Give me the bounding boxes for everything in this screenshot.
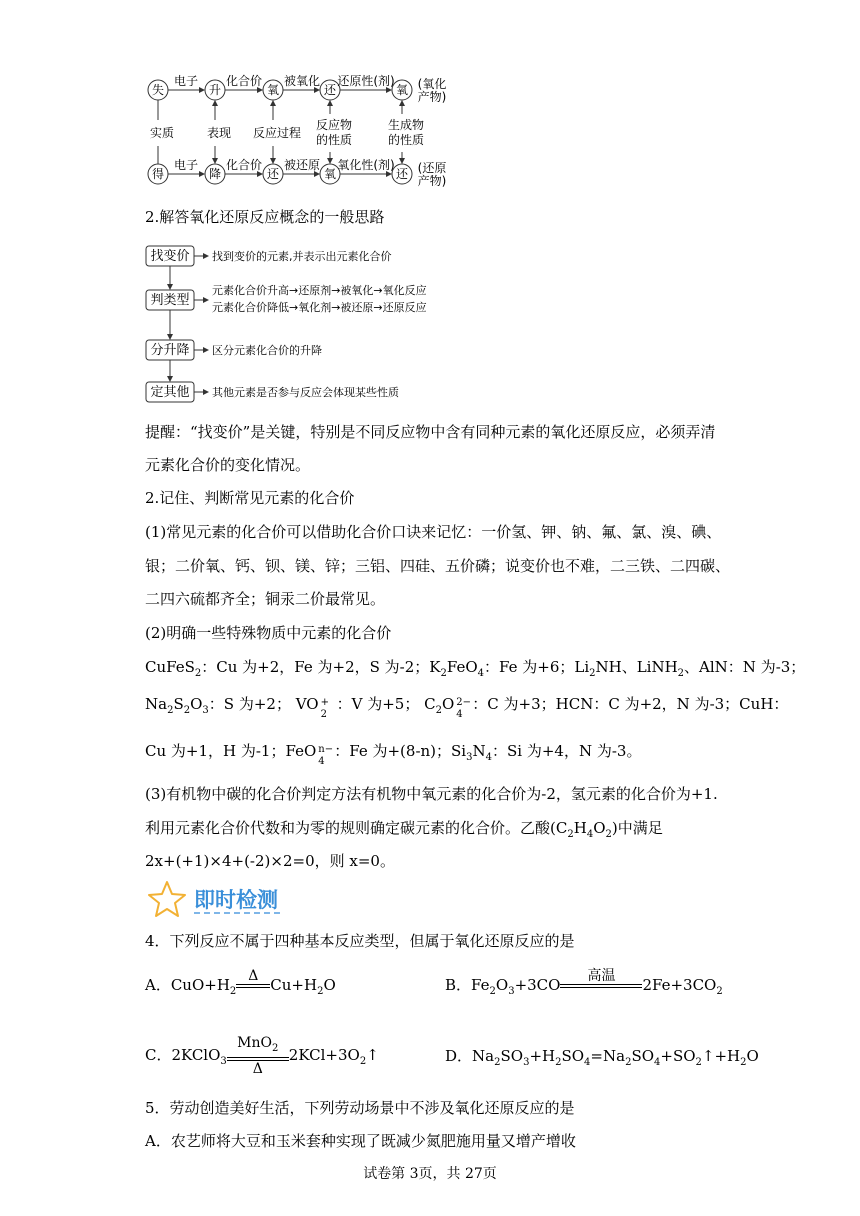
- edge-top-1: 电子: [173, 74, 199, 88]
- page-footer: 试卷第 3页，共 27页: [363, 1166, 497, 1182]
- edge-bottom-4: 氧化性(剂): [337, 158, 395, 172]
- section-title-thinking: 2.解答氧化还原反应概念的一般思路: [145, 208, 385, 226]
- step-text-2b: 元素化合价降低→氧化剂→被还原→还原反应: [212, 301, 427, 314]
- circle-bottom-5: 还: [395, 167, 409, 181]
- p1-line-2: 银；二价氧、钙、钡、镁、锌；三铝、四硅、五价磷；说变价也不难，二三铁、二四碳、: [145, 557, 731, 575]
- step-box-4: 定其他: [150, 385, 190, 400]
- circle-bottom-1: 得: [151, 167, 165, 181]
- label-reactant-2: 的性质: [315, 133, 353, 147]
- star-icon: [146, 880, 188, 918]
- label-product-1: 生成物: [387, 118, 425, 132]
- bottom-end-2: 产物): [417, 174, 447, 188]
- edge-bottom-3: 被还原: [283, 158, 321, 172]
- label-product-2: 的性质: [387, 133, 425, 147]
- circle-top-1: 失: [151, 83, 165, 97]
- top-end-1: (氧化: [417, 77, 447, 91]
- p2-title: (2)明确一些特殊物质中元素的化合价: [145, 624, 392, 642]
- q4-option-a[interactable]: A．$CuO+H_2$ Δ $Cu+H_2O$: [145, 968, 336, 997]
- banner-underline: [194, 912, 280, 914]
- edge-bottom-2: 化合价: [225, 158, 263, 172]
- p1-line-3: 二四六硫都齐全；铜汞二价最常见。: [145, 590, 386, 608]
- q4-option-b[interactable]: B．$Fe_2O_3+3CO$ 高温 $2Fe+3CO_2$: [445, 968, 723, 997]
- q4-option-c[interactable]: C．2KClO$_3$ MnO$_2$ Δ $2KCl+3O_2↑$: [145, 1035, 379, 1077]
- concept-diagram: [140, 72, 460, 192]
- step-box-3: 分升降: [150, 343, 190, 358]
- banner-title: 即时检测: [194, 888, 278, 912]
- circle-top-3: 氧: [266, 83, 280, 97]
- p1-line-1: (1)常见元素的化合价可以借助化合价口诀来记忆：一价氢、钾、钠、氟、氯、溴、碘、: [145, 523, 722, 541]
- step-text-1: 找到变价的元素,并表示出元素化合价: [212, 250, 392, 263]
- edge-bottom-1: 电子: [173, 158, 199, 172]
- q5-option-a[interactable]: A．农艺师将大豆和玉米套种实现了既减少氮肥施用量又增产增收: [145, 1132, 576, 1150]
- q4-option-d[interactable]: D．$Na_2SO_3+H_2SO_4=Na_2SO_4+SO_2↑+H_2O$: [445, 1047, 759, 1068]
- p3-line-3: 2x+(+1)×4+(-2)×2=0，则 x=0。: [145, 852, 395, 870]
- p2-line-1: CuFeS$_2$：Cu 为+2，Fe 为+2，S 为-2；$K_2FeO_4$：Fe 为+6；$Li_2NH$、LiNH$_2$、AlN：N 为-3；: [145, 658, 806, 679]
- circle-bottom-2: 降: [208, 167, 222, 181]
- label-essence: 实质: [149, 126, 175, 140]
- edge-top-4: 还原性(剂): [337, 74, 395, 88]
- q5-stem: 5．劳动创造美好生活，下列劳动场景中不涉及氧化还原反应的是: [145, 1099, 575, 1117]
- label-process: 反应过程: [252, 126, 302, 140]
- bottom-end-1: (还原: [417, 161, 447, 175]
- p2-line-2: $Na_2S_2O_3$：S 为+2； VO + 2 ：V 为+5； $C_2O$ 2− 4 ：C 为+3；HCN：C 为+2，N 为-3；CuH：: [145, 695, 789, 720]
- circle-top-2: 升: [208, 83, 222, 97]
- edge-top-3: 被氧化: [283, 74, 321, 88]
- circle-top-4: 还: [323, 83, 337, 97]
- tip-line-2: 元素化合价的变化情况。: [145, 456, 311, 474]
- step-text-3: 区分元素化合价的升降: [212, 344, 322, 357]
- step-text-2a: 元素化合价升高→还原剂→被氧化→氧化反应: [212, 284, 427, 297]
- step-text-4: 其他元素是否参与反应会体现某些性质: [212, 386, 399, 399]
- tip-line-1: 提醒：“找变价”是关键，特别是不同反应物中含有同种元素的氧化还原反应，必须弄清: [145, 423, 716, 441]
- section-title-valence: 2.记住、判断常见元素的化合价: [145, 489, 355, 507]
- p3-line-1: (3)有机物中碳的化合价判定方法有机物中氧元素的化合价为-2，氢元素的化合价为+1.: [145, 785, 718, 803]
- circle-top-5: 氧: [395, 83, 409, 97]
- step-box-1: 找变价: [150, 249, 190, 264]
- top-end-2: 产物): [417, 90, 447, 104]
- label-reactant-1: 反应物: [315, 118, 353, 132]
- p2-line-3: Cu 为+1，H 为-1；FeO n− 4 ：Fe 为+(8-n)；$Si_3N_4$：Si 为+4，N 为-3。: [145, 742, 642, 767]
- circle-bottom-4: 氧: [323, 167, 337, 181]
- q4-stem: 4．下列反应不属于四种基本反应类型，但属于氧化还原反应的是: [145, 932, 575, 950]
- p3-line-2: 利用元素化合价代数和为零的规则确定碳元素的化合价。乙酸$(C_2H_4O_2)$中满足: [145, 819, 663, 840]
- thinking-flow-diagram: [144, 240, 474, 406]
- circle-bottom-3: 还: [266, 167, 280, 181]
- label-expression: 表现: [206, 126, 232, 140]
- step-box-2: 判类型: [150, 293, 190, 308]
- edge-top-2: 化合价: [225, 74, 263, 88]
